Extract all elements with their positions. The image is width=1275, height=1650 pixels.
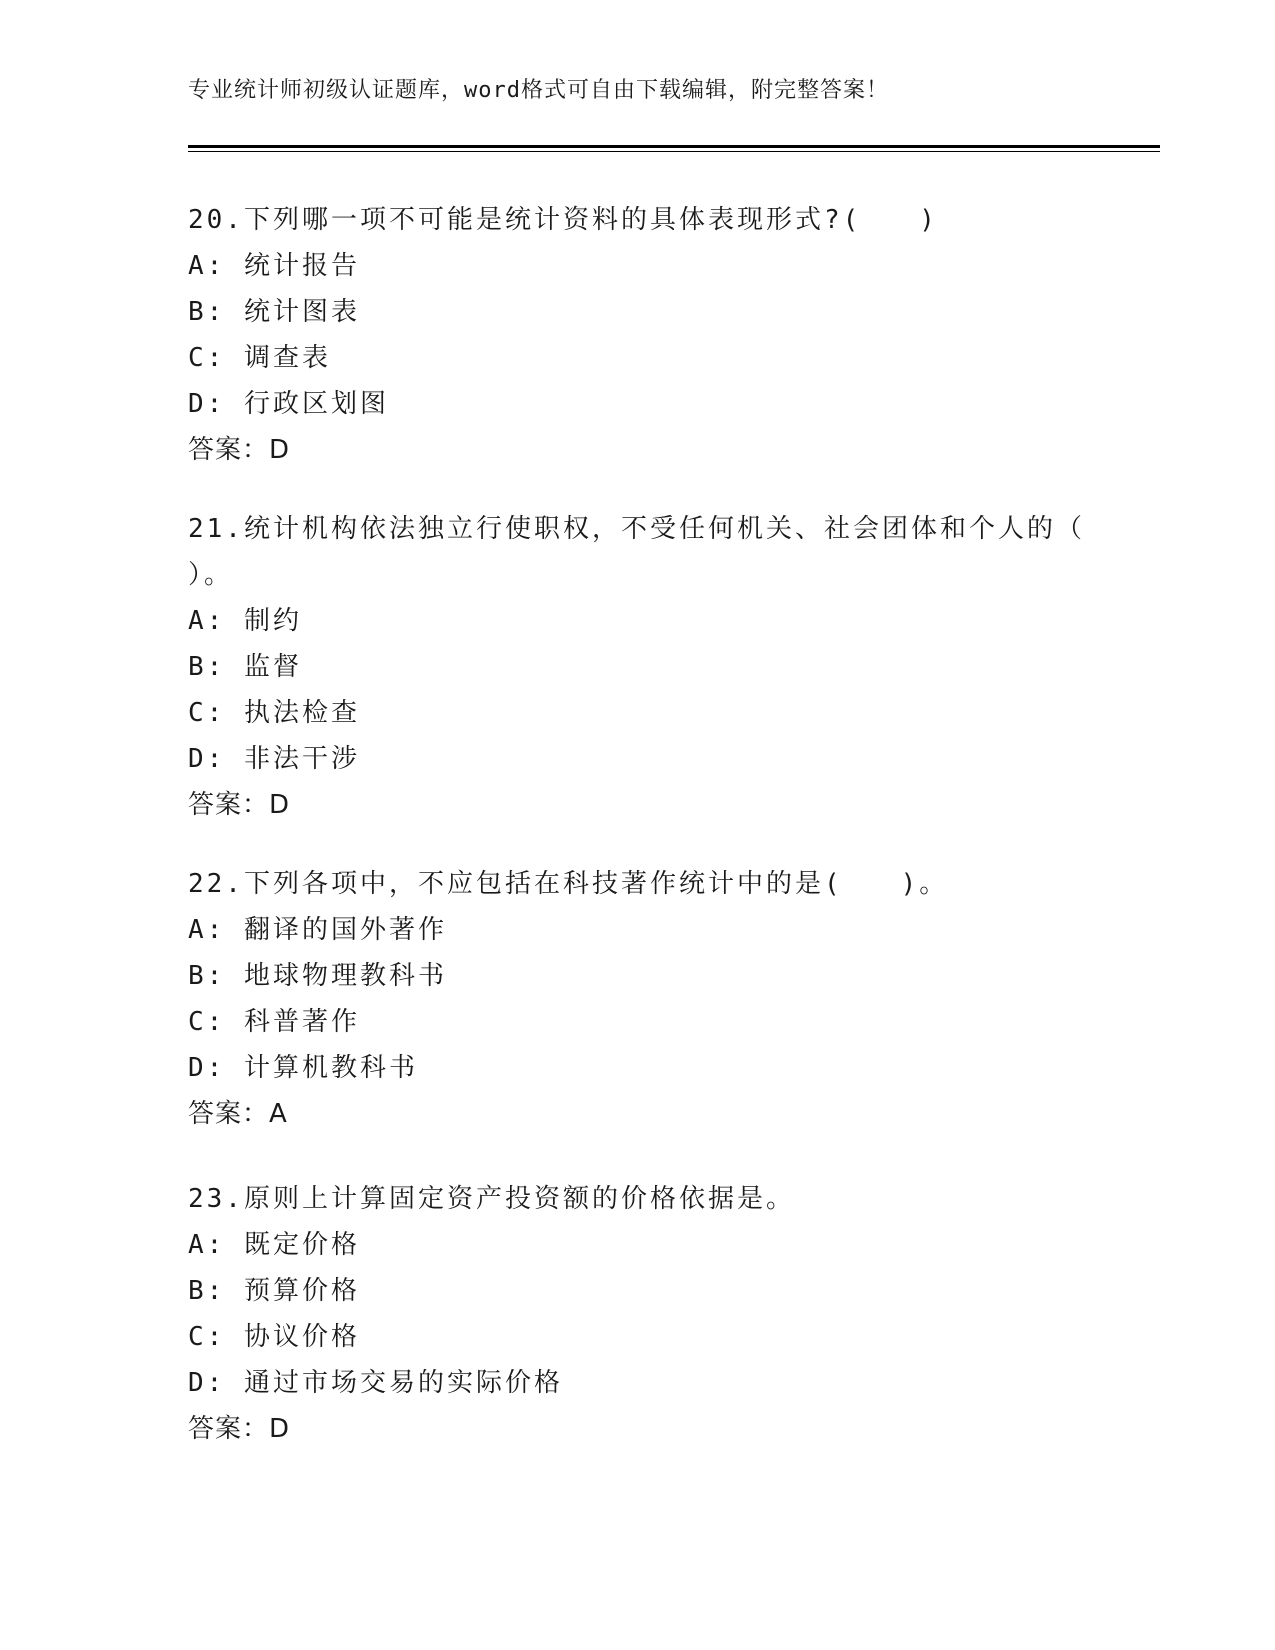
option-d: D: 行政区划图 <box>188 389 389 419</box>
question-text: 23.原则上计算固定资产投资额的价格依据是。 <box>188 1184 795 1214</box>
option-a: A: 翻译的国外著作 <box>188 915 447 945</box>
option-c: C: 调查表 <box>188 343 331 373</box>
page-header: 专业统计师初级认证题库，word格式可自由下载编辑，附完整答案！ <box>188 78 889 103</box>
question-text: 20.下列哪一项不可能是统计资料的具体表现形式?( ) <box>188 205 938 235</box>
header-rule-thick <box>188 145 1160 148</box>
option-c: C: 执法检查 <box>188 698 360 728</box>
option-d: D: 通过市场交易的实际价格 <box>188 1368 563 1398</box>
option-a: A: 制约 <box>188 606 302 636</box>
option-b: B: 监督 <box>188 652 302 682</box>
option-a: A: 既定价格 <box>188 1230 360 1260</box>
question-20 <box>188 197 1108 473</box>
question-22 <box>188 861 1108 1137</box>
question-23 <box>188 1176 1108 1452</box>
answer: 答案：D <box>188 790 291 820</box>
header-rule-thin <box>188 151 1160 152</box>
option-b: B: 预算价格 <box>188 1276 360 1306</box>
answer: 答案：A <box>188 1099 288 1129</box>
option-d: D: 计算机教科书 <box>188 1053 418 1083</box>
option-d: D: 非法干涉 <box>188 744 360 774</box>
option-b: B: 地球物理教科书 <box>188 961 447 991</box>
option-b: B: 统计图表 <box>188 297 360 327</box>
option-c: C: 协议价格 <box>188 1322 360 1352</box>
option-c: C: 科普著作 <box>188 1007 360 1037</box>
answer: 答案：D <box>188 1414 291 1444</box>
question-text: 21.统计机构依法独立行使职权，不受任何机关、社会团体和个人的（ ）。 <box>188 514 1143 590</box>
answer: 答案：D <box>188 435 291 465</box>
option-a: A: 统计报告 <box>188 251 360 281</box>
question-text: 22.下列各项中，不应包括在科技著作统计中的是( )。 <box>188 869 949 899</box>
question-21 <box>188 506 1143 828</box>
